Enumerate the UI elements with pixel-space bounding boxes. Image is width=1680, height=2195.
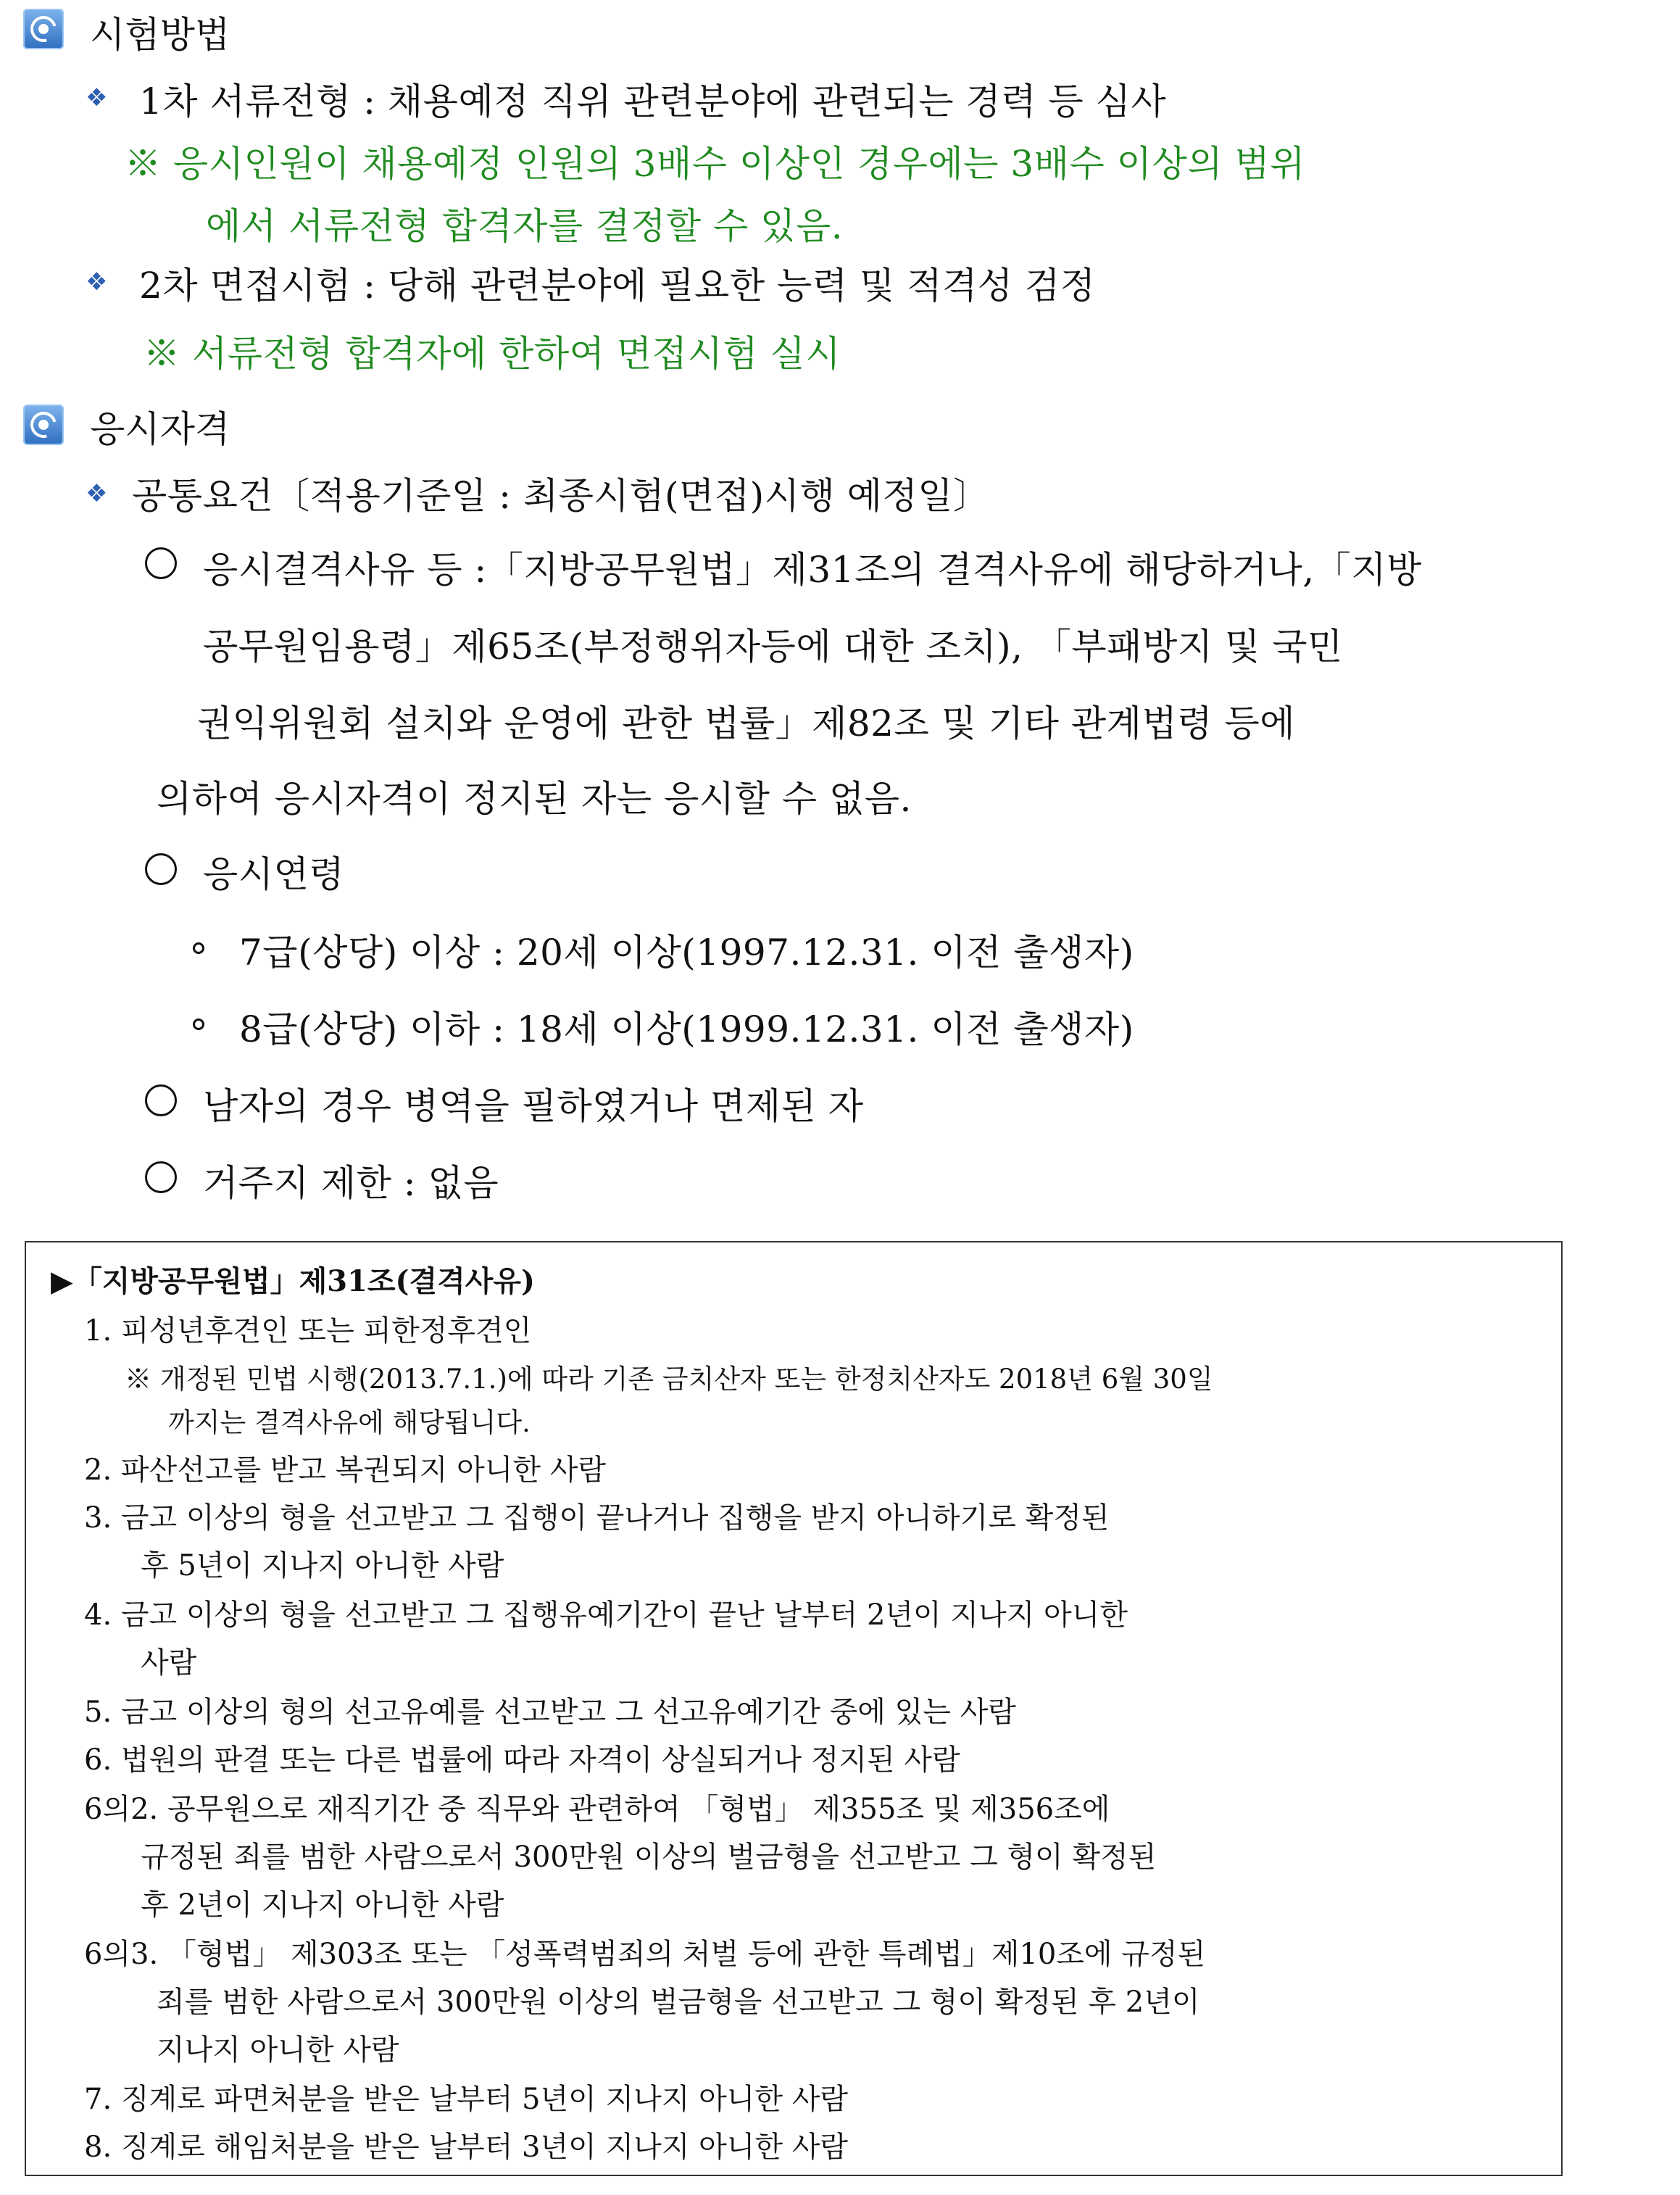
exam-note-1-line1: ※ 응시인원이 채용예정 인원의 3배수 이상인 경우에는 3배수 이상의 범위 bbox=[125, 143, 1306, 185]
section-title-qualification: 응시자격 bbox=[90, 408, 230, 450]
small-circle-bullet-icon bbox=[193, 942, 204, 954]
age-title: 응시연령 bbox=[203, 853, 345, 895]
law-box-title: ▶「지방공무원법」제31조(결격사유) bbox=[51, 1264, 535, 1298]
law-item: 2. 파산선고를 받고 복권되지 아니한 사람 bbox=[84, 1453, 606, 1487]
section-title-exam-method: 시험방법 bbox=[90, 14, 230, 56]
law-item-cont: 사람 bbox=[141, 1646, 197, 1680]
circle-bullet-icon bbox=[145, 853, 177, 885]
circle-bullet-icon bbox=[145, 547, 177, 579]
common-requirements: 공통요건〔적용기준일 : 최종시험(면접)시행 예정일〕 bbox=[132, 475, 990, 517]
age-grade-8: 8급(상당) 이하 : 18세 이상(1999.12.31. 이전 출생자) bbox=[239, 1008, 1134, 1050]
diamond-bullet-icon: ❖ bbox=[86, 267, 108, 296]
section-icon bbox=[23, 9, 64, 49]
law-note-cont: 까지는 결격사유에 해당됩니다. bbox=[168, 1407, 531, 1438]
exam-note-2: ※ 서류전형 합격자에 한하여 면접시험 실시 bbox=[144, 333, 841, 375]
law-item: 6의3. 「형법」 제303조 또는 「성폭력범죄의 처벌 등에 관한 특례법」제10조에 규정된 bbox=[84, 1938, 1206, 1971]
law-item: 3. 금고 이상의 형을 선고받고 그 집행이 끝나거나 집행을 받지 아니하기로 확정된 bbox=[84, 1501, 1110, 1535]
law-item: 6. 법원의 판결 또는 다른 법률에 따라 자격이 상실되거나 정지된 사람 bbox=[84, 1743, 960, 1777]
law-item-cont: 후 2년이 지나지 아니한 사람 bbox=[141, 1888, 504, 1922]
law-item-cont: 죄를 범한 사람으로서 300만원 이상의 벌금형을 선고받고 그 형이 확정된 후 2년이 bbox=[157, 1986, 1200, 2019]
law-note: ※ 개정된 민법 시행(2013.7.1.)에 따라 기존 금치산자 또는 한정치산자도 2018년 6월 30일 bbox=[125, 1364, 1213, 1395]
exam-step-2: 2차 면접시험 : 당해 관련분야에 필요한 능력 및 적격성 검정 bbox=[139, 265, 1096, 307]
small-circle-bullet-icon bbox=[193, 1018, 204, 1030]
residence-requirement: 거주지 제한 : 없음 bbox=[203, 1162, 499, 1204]
law-item-cont: 지나지 아니한 사람 bbox=[157, 2033, 399, 2067]
section-icon bbox=[23, 404, 64, 445]
disqualification-line2: 공무원임용령」제65조(부정행위자등에 대한 조치), 「부패방지 및 국민 bbox=[203, 626, 1343, 668]
law-item-cont: 규정된 죄를 범한 사람으로서 300만원 이상의 벌금형을 선고받고 그 형이 확정된 bbox=[141, 1841, 1157, 1874]
disqualification-line3: 권익위원회 설치와 운영에 관한 법률」제82조 및 기타 관계법령 등에 bbox=[197, 702, 1296, 744]
law-item: 8. 징계로 해임처분을 받은 날부터 3년이 지나지 아니한 사람 bbox=[84, 2130, 849, 2164]
disqualification-line4: 의하여 응시자격이 정지된 자는 응시할 수 없음. bbox=[157, 778, 912, 820]
military-requirement: 남자의 경우 병역을 필하였거나 면제된 자 bbox=[203, 1085, 864, 1127]
circle-bullet-icon bbox=[145, 1161, 177, 1193]
law-item: 4. 금고 이상의 형을 선고받고 그 집행유예기간이 끝난 날부터 2년이 지나지 아니한 bbox=[84, 1598, 1128, 1632]
law-item: 5. 금고 이상의 형의 선고유예를 선고받고 그 선고유예기간 중에 있는 사람 bbox=[84, 1696, 1016, 1729]
disqualification-line1: 응시결격사유 등 :「지방공무원법」제31조의 결격사유에 해당하거나,「지방 bbox=[203, 549, 1422, 591]
exam-step-1: 1차 서류전형 : 채용예정 직위 관련분야에 관련되는 경력 등 심사 bbox=[139, 80, 1167, 123]
age-grade-7: 7급(상당) 이상 : 20세 이상(1997.12.31. 이전 출생자) bbox=[239, 931, 1134, 974]
exam-note-1-line2: 에서 서류전형 합격자를 결정할 수 있음. bbox=[206, 205, 844, 247]
circle-bullet-icon bbox=[145, 1084, 177, 1116]
diamond-bullet-icon: ❖ bbox=[86, 479, 108, 508]
diamond-bullet-icon: ❖ bbox=[86, 83, 108, 112]
law-item: 6의2. 공무원으로 재직기간 중 직무와 관련하여 「형법」 제355조 및 제356조에 bbox=[84, 1793, 1110, 1826]
law-item: 1. 피성년후견인 또는 피한정후견인 bbox=[84, 1314, 532, 1348]
law-item: 7. 징계로 파면처분을 받은 날부터 5년이 지나지 아니한 사람 bbox=[84, 2083, 849, 2116]
law-item-cont: 후 5년이 지나지 아니한 사람 bbox=[141, 1549, 504, 1582]
